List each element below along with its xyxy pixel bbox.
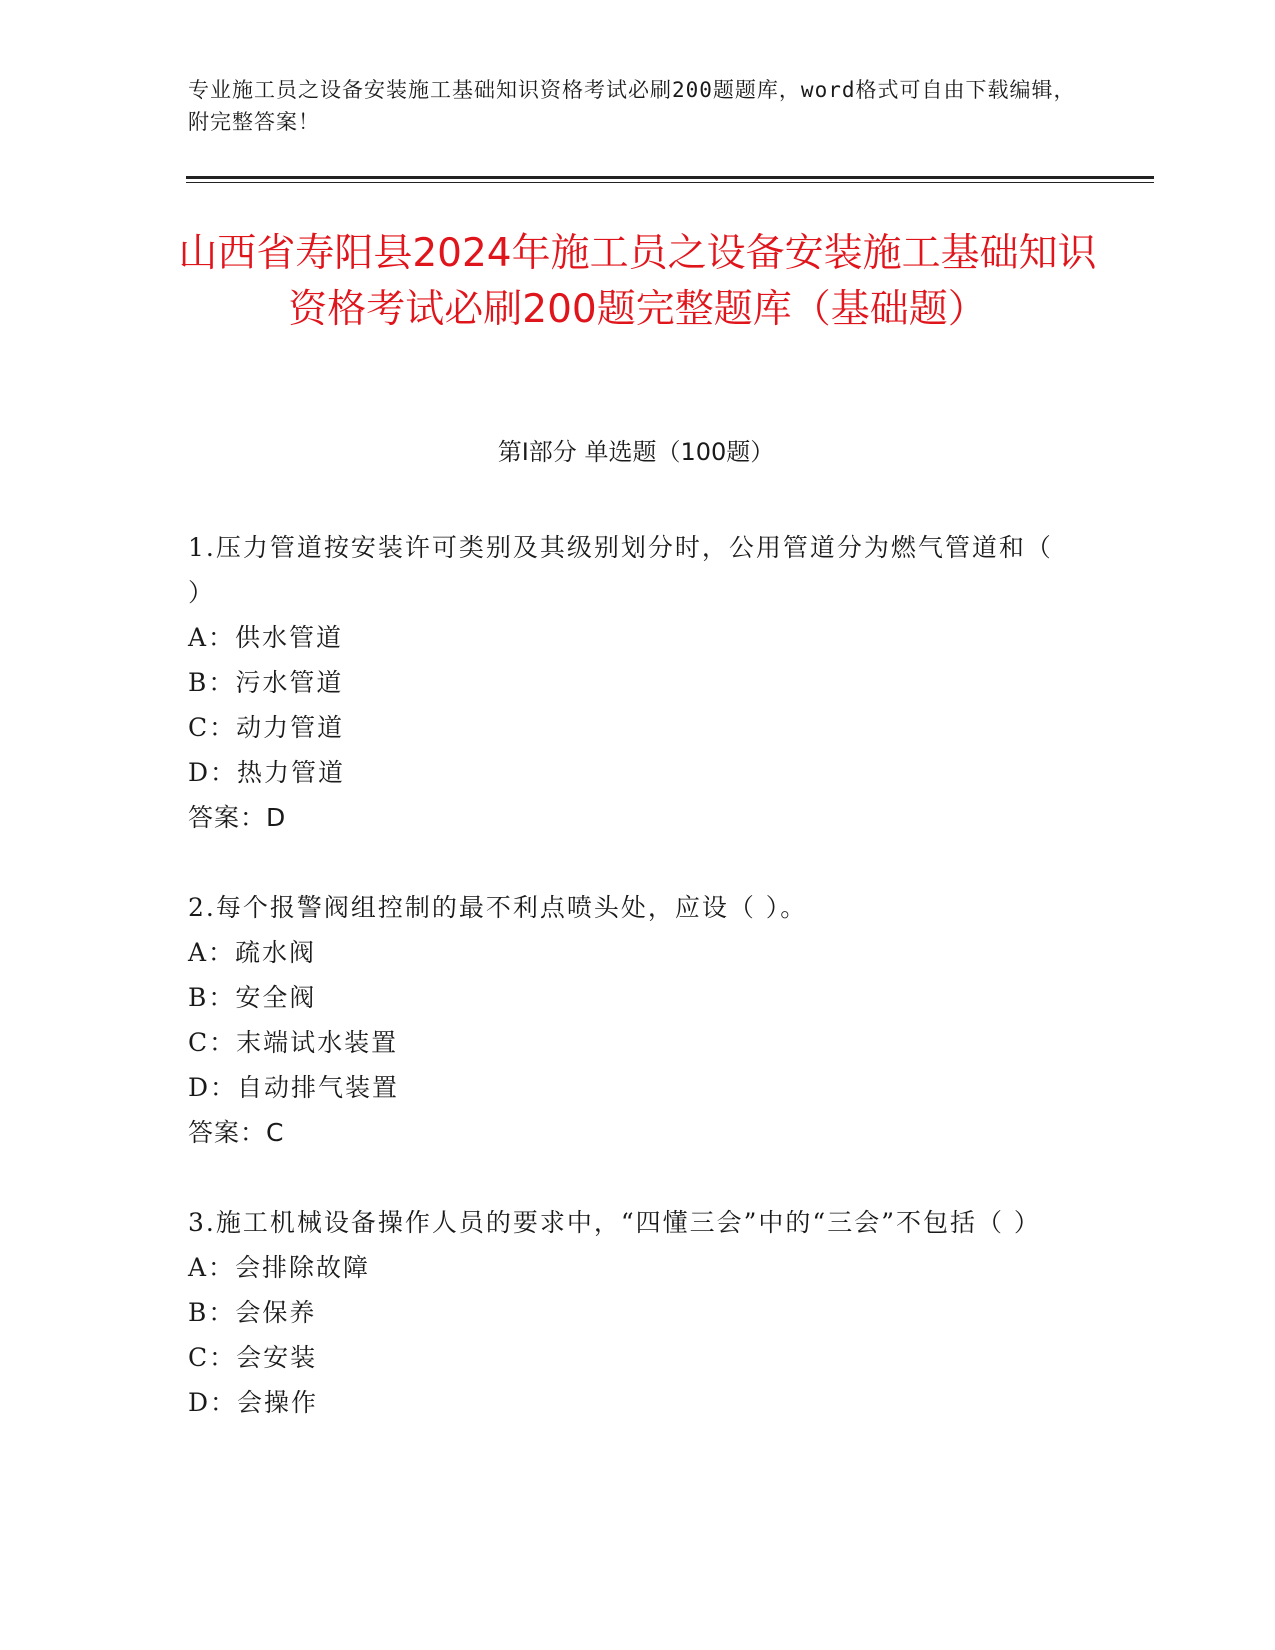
- answer-line: 答案：D: [188, 803, 287, 832]
- header-divider-thin: [186, 182, 1154, 183]
- answer-line: 答案：C: [188, 1118, 285, 1147]
- option-c: C：末端试水装置: [188, 1028, 399, 1057]
- option-b: B：会保养: [188, 1298, 317, 1327]
- option-c: C：动力管道: [188, 713, 345, 742]
- header-divider-thick: [186, 176, 1154, 179]
- document-title: 山西省寿阳县2024年施工员之设备安装施工基础知识资格考试必刷200题完整题库（基础题）: [178, 231, 1097, 332]
- question-item: [188, 1200, 1068, 1425]
- question-stem: 3.施工机械设备操作人员的要求中，“四懂三会”中的“三会”不包括（ ）: [188, 1208, 1041, 1237]
- option-d: D：会操作: [188, 1388, 319, 1417]
- option-c: C：会安装: [188, 1343, 318, 1372]
- option-a: A：供水管道: [188, 623, 344, 652]
- question-stem: 2.每个报警阀组控制的最不利点喷头处，应设（ ）。: [188, 893, 808, 922]
- option-a: A：会排除故障: [188, 1253, 371, 1282]
- header-note: 专业施工员之设备安装施工基础知识资格考试必刷200题题库，word格式可自由下载编辑，附完整答案！: [188, 78, 1076, 134]
- option-d: D：自动排气装置: [188, 1073, 400, 1102]
- question-item: [188, 525, 1068, 840]
- option-b: B：安全阀: [188, 983, 317, 1012]
- option-d: D：热力管道: [188, 758, 346, 787]
- option-a: A：疏水阀: [188, 938, 317, 967]
- option-b: B：污水管道: [188, 668, 344, 697]
- question-item: [188, 885, 1068, 1155]
- section-title: 第Ⅰ部分 单选题（100题）: [497, 438, 775, 466]
- question-stem: 1.压力管道按安装许可类别及其级别划分时，公用管道分为燃气管道和（ ）: [188, 533, 1053, 607]
- question-list: [188, 525, 1068, 1470]
